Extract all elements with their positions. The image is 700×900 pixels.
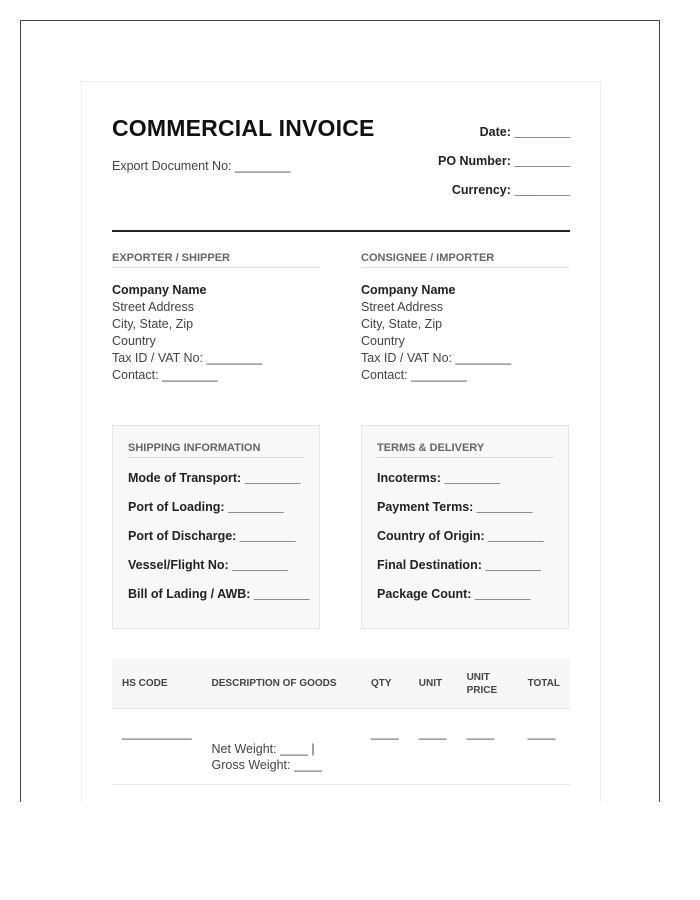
cell-total: ____	[518, 709, 570, 785]
consignee-contact: Contact: ________	[361, 368, 467, 382]
currency-field: Currency: ________	[451, 183, 570, 197]
page-frame	[20, 20, 660, 802]
col-description: DESCRIPTION OF GOODS	[202, 659, 361, 709]
exporter-contact: Contact: ________	[112, 368, 218, 382]
exporter-heading: EXPORTER / SHIPPER	[112, 252, 320, 268]
cell-unit-price: ____	[457, 709, 518, 785]
cell-qty: ____	[361, 709, 409, 785]
consignee-section	[361, 252, 569, 384]
exporter-country: Country	[112, 334, 156, 348]
consignee-street: Street Address	[361, 300, 443, 314]
export-document-no: Export Document No: ________	[112, 159, 291, 173]
package-count-field: Package Count: ________	[377, 587, 531, 601]
consignee-tax-id: Tax ID / VAT No: ________	[361, 351, 512, 365]
country-of-origin-field: Country of Origin: ________	[377, 529, 544, 543]
shipping-heading: SHIPPING INFORMATION	[128, 442, 304, 458]
terms-delivery-box	[361, 425, 569, 629]
port-of-discharge-field: Port of Discharge: ________	[128, 529, 296, 543]
exporter-street: Street Address	[112, 300, 194, 314]
col-total: TOTAL	[518, 659, 570, 709]
col-unit: UNIT	[409, 659, 457, 709]
cell-description	[202, 709, 361, 785]
cell-hs-code: __________	[112, 709, 202, 785]
consignee-heading: CONSIGNEE / IMPORTER	[361, 252, 569, 268]
exporter-company: Company Name	[112, 283, 207, 297]
invoice-title: COMMERCIAL INVOICE	[112, 115, 375, 141]
vessel-flight-no-field: Vessel/Flight No: ________	[128, 558, 288, 572]
shipping-information-box	[112, 425, 320, 629]
weight-note: Net Weight: ____ | Gross Weight: ____	[211, 742, 322, 772]
invoice-sheet	[81, 81, 601, 802]
table-header-row	[112, 659, 570, 709]
consignee-company: Company Name	[361, 283, 456, 297]
mode-of-transport-field: Mode of Transport: ________	[128, 471, 301, 485]
invoice-meta	[438, 124, 570, 211]
header-divider	[112, 230, 570, 232]
date-field: Date: ________	[479, 125, 570, 139]
col-qty: QTY	[361, 659, 409, 709]
consignee-country: Country	[361, 334, 405, 348]
exporter-city: City, State, Zip	[112, 317, 194, 331]
payment-terms-field: Payment Terms: ________	[377, 500, 533, 514]
bill-of-lading-field: Bill of Lading / AWB: ________	[128, 587, 310, 601]
final-destination-field: Final Destination: ________	[377, 558, 541, 572]
col-hs-code: HS CODE	[112, 659, 202, 709]
terms-heading: TERMS & DELIVERY	[377, 442, 553, 458]
incoterms-field: Incoterms: ________	[377, 471, 500, 485]
table-row	[112, 709, 570, 785]
goods-table	[112, 659, 570, 785]
po-number-field: PO Number: ________	[437, 154, 570, 168]
cell-unit: ____	[409, 709, 457, 785]
consignee-city: City, State, Zip	[361, 317, 443, 331]
col-unit-price: UNIT PRICE	[457, 659, 518, 709]
exporter-section	[112, 252, 320, 384]
port-of-loading-field: Port of Loading: ________	[128, 500, 284, 514]
exporter-tax-id: Tax ID / VAT No: ________	[112, 351, 263, 365]
